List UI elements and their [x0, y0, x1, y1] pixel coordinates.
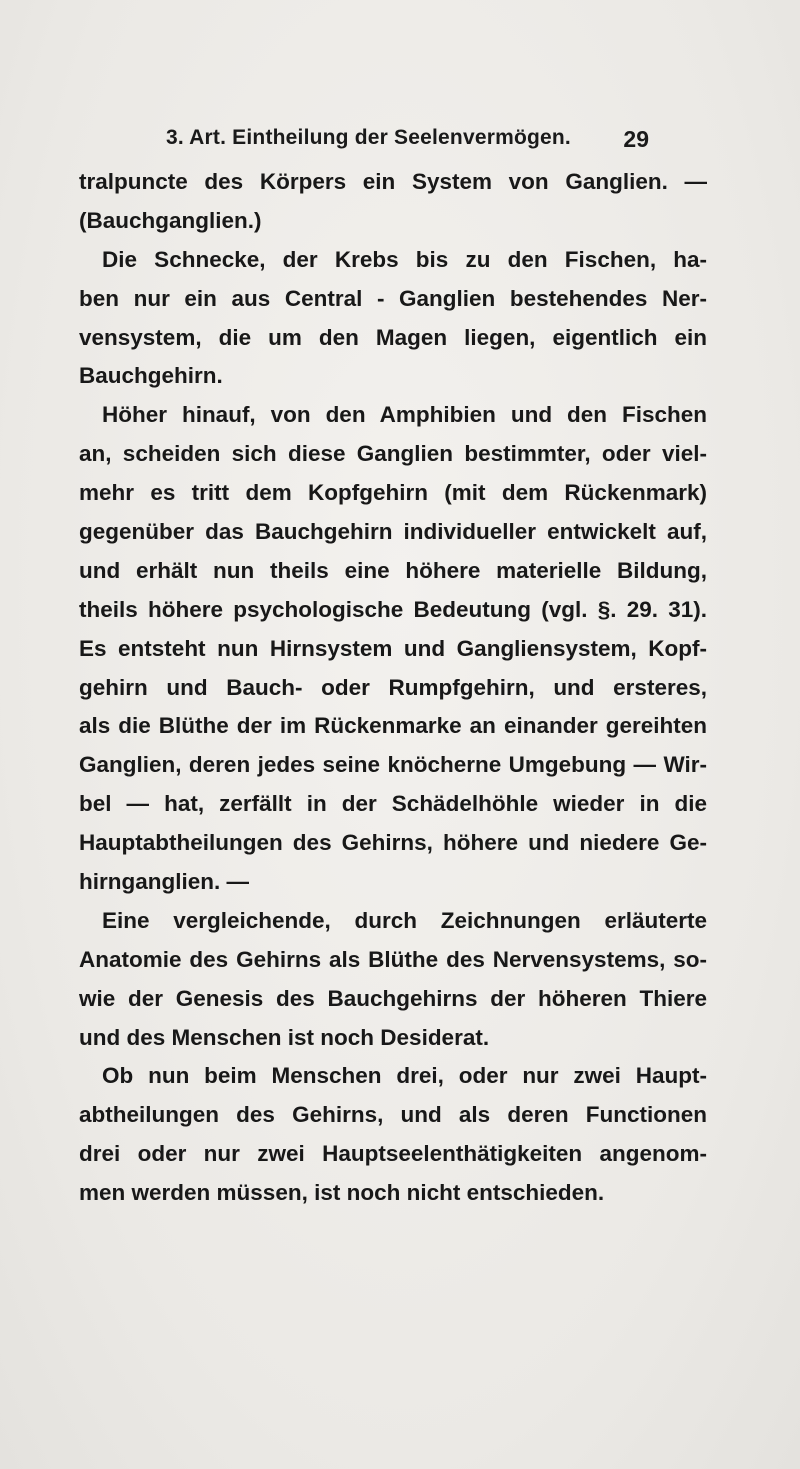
text-line: Bauchgehirn. [79, 363, 223, 389]
text-line: Es entsteht nun Hirnsystem und Gangliensystem, Kopf- [79, 635, 707, 661]
text-line: Die Schnecke, der Krebs bis zu den Fischen, ha- [102, 246, 707, 272]
text-line: ben nur ein aus Central - Ganglien bestehendes Ner- [79, 285, 707, 311]
text-line: mehr es tritt dem Kopfgehirn (mit dem Rückenmark) [79, 480, 707, 506]
text-line: Hauptabtheilungen des Gehirns, höhere und niedere Ge- [79, 830, 707, 856]
text-line: als die Blüthe der im Rückenmarke an einander gereihten [79, 713, 707, 739]
page-number: 29 [623, 126, 649, 152]
text-line: theils höhere psychologische Bedeutung (vgl. §. 29. 31). [79, 596, 707, 622]
text-line: Höher hinauf, von den Amphibien und den Fischen [102, 402, 707, 428]
text-line: und des Menschen ist noch Desiderat. [79, 1024, 490, 1050]
text-line: Eine vergleichende, durch Zeichnungen erläuterte [102, 907, 707, 933]
page-header [0, 117, 800, 157]
text-line: hirnganglien. — [79, 869, 250, 895]
text-line: (Bauchganglien.) [79, 207, 262, 233]
text-line: gegenüber das Bauchgehirn individueller entwickelt auf, [79, 519, 707, 545]
text-line: men werden müssen, ist noch nicht entschieden. [79, 1180, 605, 1206]
text-line: bel — hat, zerfällt in der Schädelhöhle wieder in die [79, 791, 707, 817]
text-line: Anatomie des Gehirns als Blüthe des Nervensystems, so- [79, 946, 707, 972]
text-line: tralpuncte des Körpers ein System von Ganglien. — [79, 169, 707, 194]
text-line: und erhält nun theils eine höhere materielle Bildung, [79, 557, 707, 583]
text-line: vensystem, die um den Magen liegen, eigentlich ein [79, 324, 707, 350]
body-text [79, 163, 707, 1213]
text-line: an, scheiden sich diese Ganglien bestimmter, oder viel- [79, 441, 707, 467]
text-line: drei oder nur zwei Hauptseelenthätigkeiten angenom- [79, 1141, 707, 1167]
text-line: wie der Genesis des Bauchgehirns der höheren Thiere [79, 985, 707, 1011]
text-line: gehirn und Bauch- oder Rumpfgehirn, und ersteres, [79, 674, 707, 700]
text-line: Ob nun beim Menschen drei, oder nur zwei Haupt- [102, 1063, 707, 1089]
running-head: 3. Art. Eintheilung der Seelenvermögen. [166, 126, 571, 149]
text-line: abtheilungen des Gehirns, und als deren Functionen [79, 1102, 707, 1128]
text-line: Ganglien, deren jedes seine knöcherne Umgebung — Wir- [79, 752, 707, 778]
